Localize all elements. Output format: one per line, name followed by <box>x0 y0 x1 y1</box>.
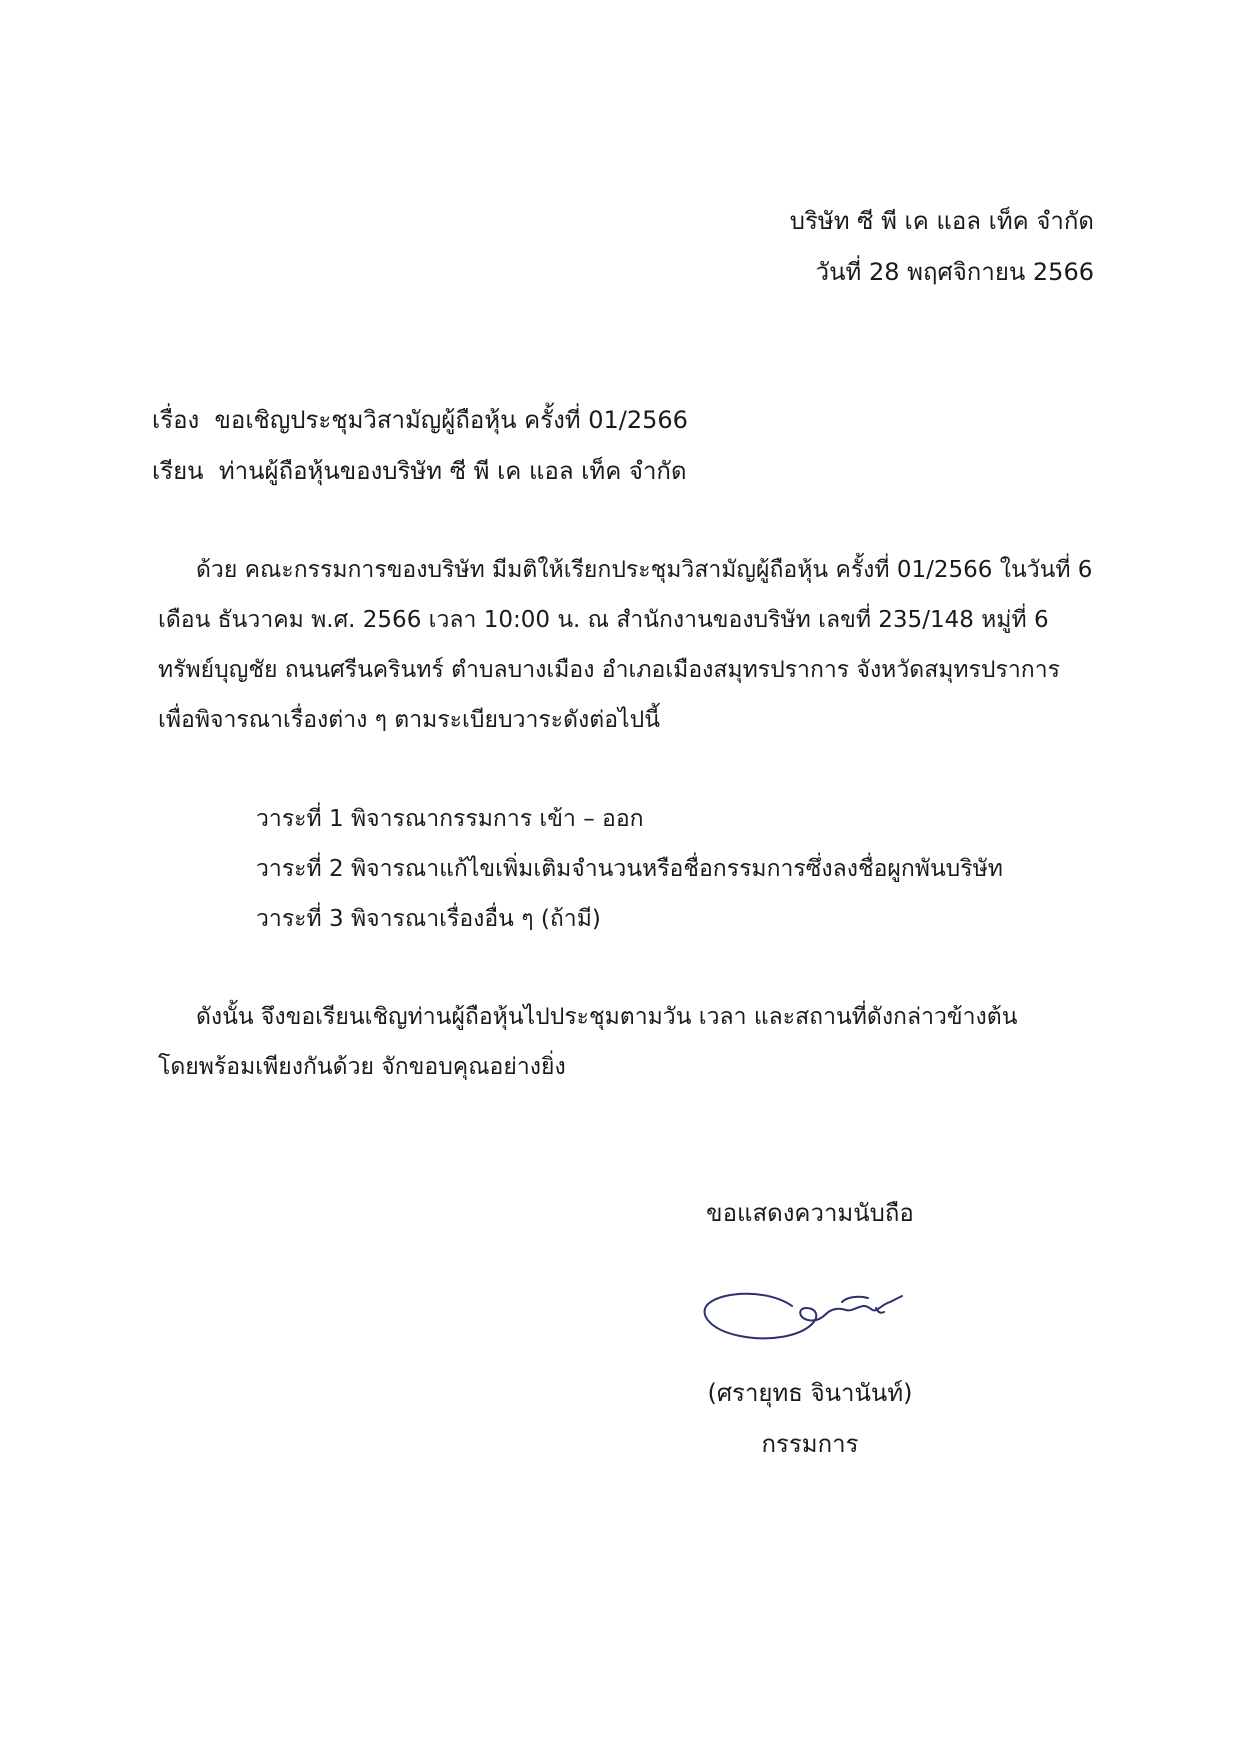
subject-text: ขอเชิญประชุมวิสามัญผู้ถือหุ้น ครั้งที่ 01/2566 <box>214 406 688 434</box>
body-paragraph-2-line-2: โดยพร้อมเพียงกันด้วย จักขอบคุณอย่างยิ่ง <box>158 1054 566 1080</box>
recipient-line <box>152 456 687 486</box>
agenda-item-2: วาระที่ 2 พิจารณาแก้ไขเพิ่มเติมจำนวนหรือชื่อกรรมการซึ่งลงชื่อผูกพันบริษัท <box>256 856 1003 882</box>
company-name: บริษัท ซี พี เค แอล เท็ค จำกัด <box>789 207 1094 235</box>
body-paragraph-1-line-4: เพื่อพิจารณาเรื่องต่าง ๆ ตามระเบียบวาระดังต่อไปนี้ <box>158 707 660 733</box>
body-paragraph-1-line-1: ด้วย คณะกรรมการของบริษัท มีมติให้เรียกประชุมวิสามัญผู้ถือหุ้น ครั้งที่ 01/2566 ในวันที่ 6 <box>196 557 1093 583</box>
recipient-label: เรียน <box>152 457 204 485</box>
body-paragraph-1-line-3: ทรัพย์บุญชัย ถนนศรีนครินทร์ ตำบลบางเมือง อำเภอเมืองสมุทรปราการ จังหวัดสมุทรปราการ <box>158 657 1060 683</box>
body-paragraph-1-line-2: เดือน ธันวาคม พ.ศ. 2566 เวลา 10:00 น. ณ สำนักงานของบริษัท เลขที่ 235/148 หมู่ที่ 6 <box>158 607 1049 633</box>
letter-date: วันที่ 28 พฤศจิกายน 2566 <box>815 258 1094 286</box>
closing-regards: ขอแสดงความนับถือ <box>706 1199 914 1227</box>
signer-name: (ศรายุทธ จินานันท์) <box>707 1379 913 1407</box>
signer-title: กรรมการ <box>761 1430 859 1458</box>
agenda-item-1: วาระที่ 1 พิจารณากรรมการ เข้า – ออก <box>256 806 644 832</box>
agenda-item-3: วาระที่ 3 พิจารณาเรื่องอื่น ๆ (ถ้ามี) <box>256 906 601 932</box>
subject-label: เรื่อง <box>152 406 200 434</box>
signature-image <box>700 1278 910 1354</box>
subject-line <box>152 405 688 435</box>
recipient-text: ท่านผู้ถือหุ้นของบริษัท ซี พี เค แอล เท็ค จำกัด <box>218 457 687 485</box>
body-paragraph-2-line-1: ดังนั้น จึงขอเรียนเชิญท่านผู้ถือหุ้นไปประชุมตามวัน เวลา และสถานที่ดังกล่าวข้างต้น <box>196 1004 1018 1030</box>
